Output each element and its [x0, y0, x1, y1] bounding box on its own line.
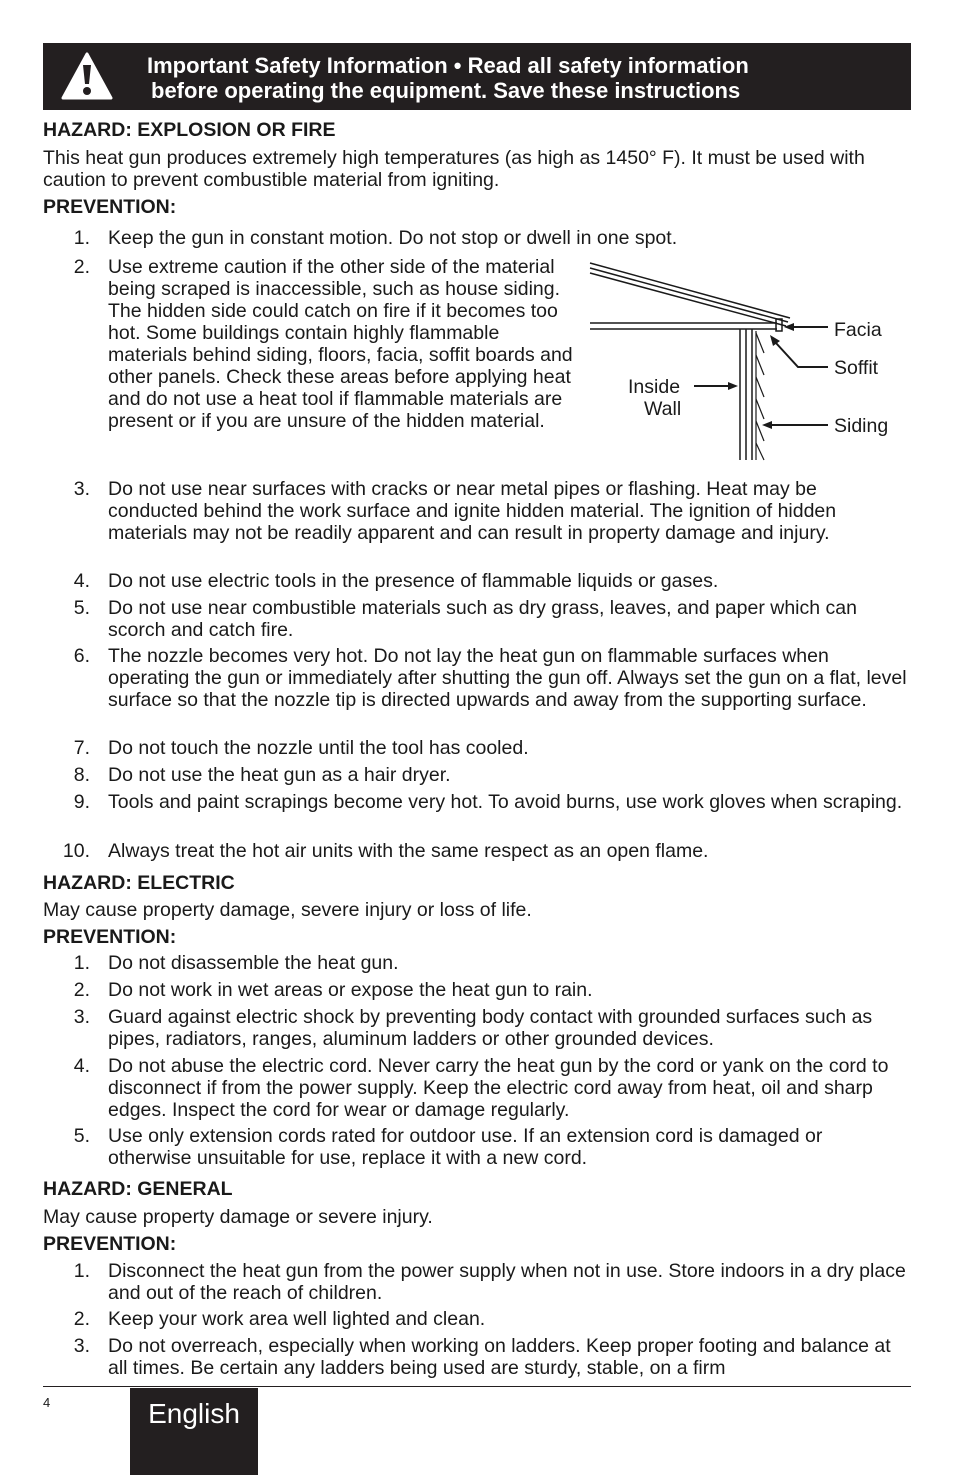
fire-hazard-heading: HAZARD: EXPLOSION OR FIRE	[43, 119, 336, 141]
siding-boards	[756, 331, 764, 460]
list-text: Do not use near surfaces with cracks or near metal pipes or flashing. Heat may be conducted behind the work surface and ignite hidden material. The ignition of hidden materials may not be readily apparent and can result in property damage and injury.	[108, 478, 837, 544]
facia-label: Facia	[834, 319, 882, 341]
inside-wall-pointer	[694, 382, 738, 390]
list-number: 4.	[73, 1055, 90, 1077]
electric-prevention-label: PREVENTION:	[43, 926, 177, 948]
list-text: Do not use electric tools in the presence of flammable liquids or gases.	[108, 570, 719, 592]
list-text: Do not overreach, especially when working on ladders. Keep proper footing and balance at all times. Be certain any ladders being used are sturdy, stable, on a firm	[108, 1335, 891, 1379]
electric-hazard-description: May cause property damage, severe injury or loss of life.	[43, 899, 532, 921]
inside-wall-label-line2: Wall	[644, 398, 682, 420]
list-number: 10.	[62, 840, 90, 862]
siding-pointer	[762, 421, 828, 429]
facia-pointer	[784, 323, 828, 331]
wall-studs	[740, 329, 752, 460]
siding-diagram	[580, 255, 910, 465]
list-number: 6.	[73, 645, 90, 667]
general-prevention-label: PREVENTION:	[43, 1233, 177, 1255]
list-number: 1.	[73, 952, 90, 974]
list-number: 2.	[73, 1308, 90, 1330]
banner-title-line1: Important Safety Information • Read all safety information	[147, 53, 749, 78]
list-text: Disconnect the heat gun from the power supply when not in use. Store indoors in a dry place and out of the reach of children.	[108, 1260, 906, 1304]
banner-title-line2: before operating the equipment. Save these instructions	[151, 78, 741, 103]
list-text: Do not touch the nozzle until the tool has cooled.	[108, 737, 529, 759]
list-number: 3.	[73, 1335, 90, 1357]
list-number: 1.	[73, 1260, 90, 1282]
list-number: 4.	[73, 570, 90, 592]
general-hazard-heading: HAZARD: GENERAL	[43, 1178, 233, 1200]
list-text: Always treat the hot air units with the same respect as an open flame.	[108, 840, 709, 862]
list-number: 8.	[73, 764, 90, 786]
list-number: 1.	[73, 227, 90, 249]
list-number: 5.	[73, 1125, 90, 1147]
list-text: Do not use the heat gun as a hair dryer.	[108, 764, 451, 786]
list-text: Keep your work area well lighted and clean.	[108, 1308, 486, 1330]
list-text: Do not disassemble the heat gun.	[108, 952, 399, 974]
soffit-label: Soffit	[834, 357, 879, 379]
footer-divider	[43, 1386, 911, 1387]
page-number: 4	[43, 1395, 51, 1410]
list-number: 2.	[73, 256, 90, 278]
list-number: 2.	[73, 979, 90, 1001]
list-number: 3.	[73, 1006, 90, 1028]
inside-wall-label-line1: Inside	[628, 376, 681, 398]
list-number: 9.	[73, 791, 90, 813]
list-text: Do not work in wet areas or expose the heat gun to rain.	[108, 979, 593, 1001]
list-text: The nozzle becomes very hot. Do not lay the heat gun on flammable surfaces when operating the gun or immediately after shutting the gun off. Always set the gun on a flat, level surface so that the nozzle tip is directed upwards and away from the supporting surface.	[108, 645, 907, 711]
list-text: Use only extension cords rated for outdoor use. If an extension cord is damaged or otherwise unsuitable for use, replace it with a new cord.	[108, 1125, 823, 1169]
list-number: 5.	[73, 597, 90, 619]
list-number: 3.	[73, 478, 90, 500]
soffit-pointer	[770, 335, 828, 367]
warning-triangle-icon	[61, 51, 113, 101]
list-number: 7.	[73, 737, 90, 759]
list-text: Do not abuse the electric cord. Never carry the heat gun by the cord or yank on the cord to disconnect if from the power supply. Keep the electric cord away from heat, oil and sharp edges. Inspect the cord for wear or damage regularly.	[108, 1055, 889, 1121]
list-text: Tools and paint scrapings become very hot. To avoid burns, use work gloves when scraping.	[108, 791, 903, 813]
electric-hazard-heading: HAZARD: ELECTRIC	[43, 872, 235, 894]
fire-prevention-label: PREVENTION:	[43, 196, 177, 218]
list-text: Do not use near combustible materials such as dry grass, leaves, and paper which can scorch and catch fire.	[108, 597, 857, 641]
list-text: Guard against electric shock by preventing body contact with grounded surfaces such as pipes, radiators, ranges, aluminum ladders or other grounded devices.	[108, 1006, 873, 1050]
soffit-board	[590, 323, 777, 329]
siding-label: Siding	[834, 415, 889, 437]
safety-banner	[43, 43, 911, 110]
fire-hazard-description: This heat gun produces extremely high temperatures (as high as 1450° F). It must be used with caution to prevent combustible material from igniting.	[43, 147, 865, 191]
general-hazard-description: May cause property damage or severe injury.	[43, 1206, 433, 1228]
language-tab: English	[130, 1388, 258, 1475]
list-text: Keep the gun in constant motion. Do not stop or dwell in one spot.	[108, 227, 678, 249]
roof-rafter	[590, 263, 790, 326]
list-text: Use extreme caution if the other side of the material being scraped is inaccessible, such as house siding. The hidden side could catch on fire if it becomes too hot. Some buildings contain highly flammable materials behind siding, floors, facia, soffit boards and other panels. Check these areas before applying heat and do not use a heat tool if flammable materials are present or if you are unsure of the hidden material.	[108, 256, 573, 432]
